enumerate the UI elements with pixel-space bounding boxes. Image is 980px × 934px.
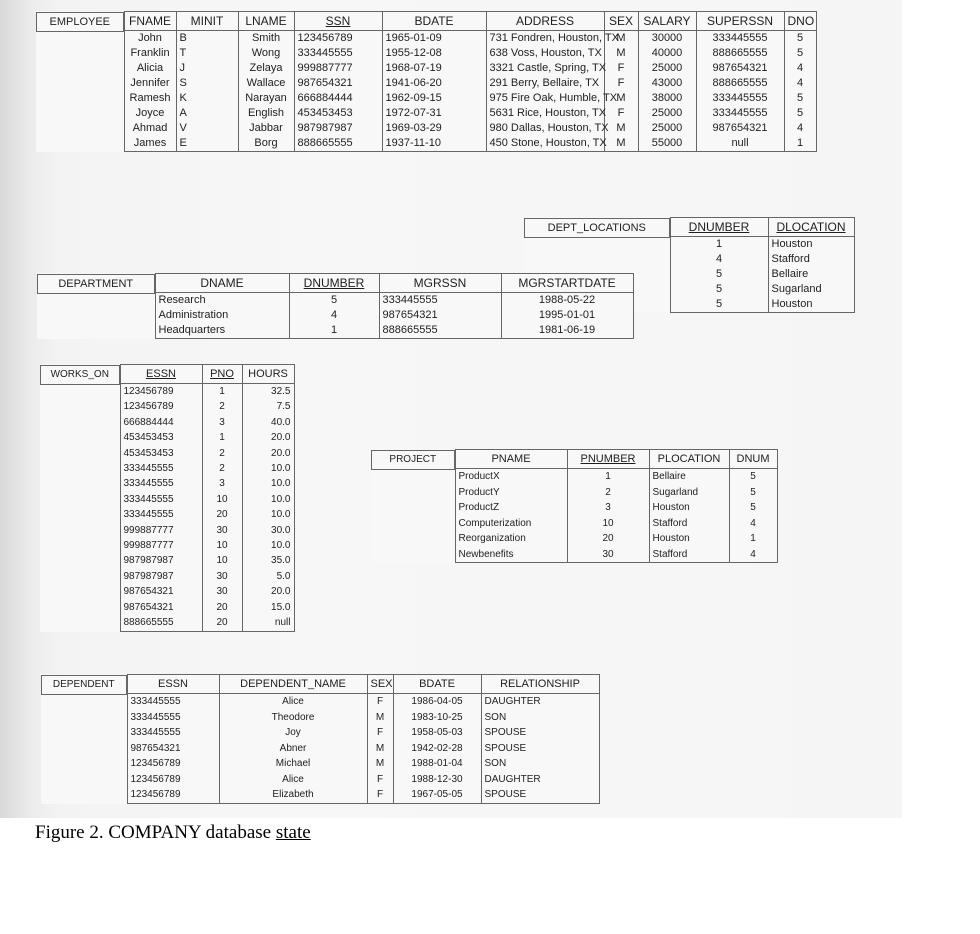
employee-cell: 333445555 <box>696 91 784 106</box>
works-on-cell: 453453453 <box>120 446 202 461</box>
department-cell: Headquarters <box>155 323 289 339</box>
works-on-cell: 333445555 <box>120 461 202 476</box>
table-row <box>36 121 816 136</box>
column-header-dnumber: DNUMBER <box>670 218 768 237</box>
table-name: DEPARTMENT <box>37 274 155 294</box>
table-row <box>36 61 816 76</box>
works-on-cell: 123456789 <box>120 399 202 414</box>
dependent-cell: 1988-12-30 <box>393 772 481 788</box>
project-cell: Houston <box>649 500 729 516</box>
works-on-cell: 999887777 <box>120 538 202 553</box>
works-on-cell: 20 <box>202 615 242 631</box>
dependent-cell: M <box>367 710 393 726</box>
works-on-cell: 987654321 <box>120 584 202 599</box>
table-row <box>36 106 816 121</box>
project-cell: 4 <box>729 516 777 532</box>
employee-cell: 1937-11-10 <box>382 136 486 152</box>
works-on-cell: 453453453 <box>120 430 202 445</box>
works-on-cell: 2 <box>202 446 242 461</box>
project-cell: 30 <box>567 547 649 563</box>
employee-cell: S <box>176 76 238 91</box>
table-row <box>36 76 816 91</box>
works-on-cell: 3 <box>202 476 242 491</box>
department-cell: 1981-06-19 <box>501 323 633 339</box>
employee-cell: Wallace <box>238 76 294 91</box>
dept-locations-cell: 4 <box>670 252 768 267</box>
employee-cell: 1965-01-09 <box>382 31 486 47</box>
employee-cell: John <box>124 31 176 47</box>
employee-cell: 5 <box>784 31 816 47</box>
employee-cell: 1962-09-15 <box>382 91 486 106</box>
column-header-address: ADDRESS <box>486 12 604 31</box>
works-on-cell: 888665555 <box>120 615 202 631</box>
employee-cell: 4 <box>784 76 816 91</box>
dept-locations-cell: Sugarland <box>768 282 854 297</box>
employee-cell: Joyce <box>124 106 176 121</box>
dependent-table <box>41 674 600 804</box>
employee-cell: Ramesh <box>124 91 176 106</box>
works-on-cell: 7.5 <box>242 399 294 414</box>
department-cell: 1 <box>289 323 379 339</box>
table-name: PROJECT <box>371 450 455 470</box>
column-header-essn: ESSN <box>120 365 202 384</box>
column-header-dnumber: DNUMBER <box>289 274 379 293</box>
dependent-cell: Michael <box>219 756 367 772</box>
dependent-cell: SPOUSE <box>481 741 599 757</box>
works-on-cell: 987654321 <box>120 600 202 615</box>
dependent-cell: 1988-01-04 <box>393 756 481 772</box>
employee-cell: 987654321 <box>696 121 784 136</box>
employee-cell: 453453453 <box>294 106 382 121</box>
department-cell: 5 <box>289 293 379 309</box>
works-on-cell: 2 <box>202 461 242 476</box>
employee-cell: Ahmad <box>124 121 176 136</box>
employee-cell: 5 <box>784 91 816 106</box>
employee-cell: 975 Fire Oak, Humble, TX <box>486 91 604 106</box>
works-on-cell: 10 <box>202 492 242 507</box>
project-cell: 5 <box>729 469 777 485</box>
dependent-cell: SON <box>481 710 599 726</box>
employee-cell: 1941-06-20 <box>382 76 486 91</box>
works-on-cell: 987987987 <box>120 553 202 568</box>
department-cell: 1995-01-01 <box>501 308 633 323</box>
table-name: DEPT_LOCATIONS <box>524 218 670 238</box>
department-cell: 4 <box>289 308 379 323</box>
project-cell: 10 <box>567 516 649 532</box>
employee-cell: 333445555 <box>696 106 784 121</box>
project-cell: 1 <box>729 531 777 547</box>
employee-cell: 25000 <box>638 106 696 121</box>
dependent-cell: 333445555 <box>127 694 219 710</box>
works-on-cell: 999887777 <box>120 523 202 538</box>
dependent-cell: 333445555 <box>127 725 219 741</box>
column-header-minit: MINIT <box>176 12 238 31</box>
dependent-cell: Elizabeth <box>219 787 367 803</box>
column-header-mgrssn: MGRSSN <box>379 274 501 293</box>
header-row <box>37 274 633 293</box>
employee-cell: F <box>604 106 638 121</box>
dependent-cell: Theodore <box>219 710 367 726</box>
column-header-pnumber: PNUMBER <box>567 450 649 469</box>
header-row <box>36 12 816 31</box>
employee-cell: 888665555 <box>696 46 784 61</box>
project-cell: Reorganization <box>455 531 567 547</box>
dependent-cell: 123456789 <box>127 756 219 772</box>
employee-cell: M <box>604 121 638 136</box>
dependent-cell: Alice <box>219 772 367 788</box>
figure-caption <box>35 822 311 844</box>
dependent-cell: 987654321 <box>127 741 219 757</box>
project-cell: Houston <box>649 531 729 547</box>
employee-cell: 980 Dallas, Houston, TX <box>486 121 604 136</box>
employee-cell: 40000 <box>638 46 696 61</box>
works-on-cell: 333445555 <box>120 476 202 491</box>
works-on-cell: 20 <box>202 600 242 615</box>
employee-cell: 30000 <box>638 31 696 47</box>
employee-cell: T <box>176 46 238 61</box>
employee-cell: 987987987 <box>294 121 382 136</box>
works-on-cell: 15.0 <box>242 600 294 615</box>
employee-cell: 1 <box>784 136 816 152</box>
dependent-cell: 123456789 <box>127 787 219 803</box>
employee-cell: Jabbar <box>238 121 294 136</box>
dependent-cell: 123456789 <box>127 772 219 788</box>
works-on-cell: null <box>242 615 294 631</box>
project-cell: Sugarland <box>649 485 729 501</box>
column-header-dname: DNAME <box>155 274 289 293</box>
dependent-cell: F <box>367 725 393 741</box>
employee-cell: 43000 <box>638 76 696 91</box>
dependent-cell: F <box>367 694 393 710</box>
works-on-cell: 20.0 <box>242 430 294 445</box>
works-on-cell: 10 <box>202 538 242 553</box>
column-header-relationship: RELATIONSHIP <box>481 675 599 694</box>
dept-locations-cell: Houston <box>768 297 854 313</box>
dependent-cell: SPOUSE <box>481 725 599 741</box>
employee-cell: 888665555 <box>696 76 784 91</box>
column-header-pno: PNO <box>202 365 242 384</box>
employee-cell: 4 <box>784 121 816 136</box>
dependent-cell: Alice <box>219 694 367 710</box>
works-on-cell: 333445555 <box>120 492 202 507</box>
employee-cell: 888665555 <box>294 136 382 152</box>
works-on-cell: 1 <box>202 430 242 445</box>
employee-cell: Borg <box>238 136 294 152</box>
dependent-cell: Joy <box>219 725 367 741</box>
employee-cell: M <box>604 31 638 47</box>
department-cell: Research <box>155 293 289 309</box>
dependent-cell: 1958-05-03 <box>393 725 481 741</box>
dept-locations-cell: 5 <box>670 267 768 282</box>
employee-cell: 3321 Castle, Spring, TX <box>486 61 604 76</box>
works-on-cell: 30.0 <box>242 523 294 538</box>
column-header-fname: FNAME <box>124 12 176 31</box>
works-on-cell: 35.0 <box>242 553 294 568</box>
works-on-cell: 2 <box>202 399 242 414</box>
works-on-cell: 333445555 <box>120 507 202 522</box>
table-name: EMPLOYEE <box>36 12 124 32</box>
works-on-cell: 5.0 <box>242 569 294 584</box>
works-on-cell: 987987987 <box>120 569 202 584</box>
column-header-essn: ESSN <box>127 675 219 694</box>
works-on-cell: 20.0 <box>242 584 294 599</box>
works-on-cell: 20.0 <box>242 446 294 461</box>
dependent-cell: 333445555 <box>127 710 219 726</box>
project-cell: 20 <box>567 531 649 547</box>
employee-cell: 987654321 <box>696 61 784 76</box>
employee-cell: English <box>238 106 294 121</box>
employee-cell: 450 Stone, Houston, TX <box>486 136 604 152</box>
dept-locations-cell: 5 <box>670 297 768 313</box>
dependent-cell: DAUGHTER <box>481 694 599 710</box>
project-cell: 4 <box>729 547 777 563</box>
dependent-cell: M <box>367 756 393 772</box>
works-on-table <box>40 364 295 632</box>
employee-cell: Franklin <box>124 46 176 61</box>
employee-cell: 5 <box>784 106 816 121</box>
project-cell: 2 <box>567 485 649 501</box>
dependent-cell: 1986-04-05 <box>393 694 481 710</box>
project-cell: Computerization <box>455 516 567 532</box>
works-on-cell: 10.0 <box>242 538 294 553</box>
employee-cell: Narayan <box>238 91 294 106</box>
employee-cell: 5631 Rice, Houston, TX <box>486 106 604 121</box>
employee-cell: 25000 <box>638 61 696 76</box>
header-row <box>524 218 854 237</box>
works-on-cell: 10 <box>202 553 242 568</box>
caption-underlined-word: state <box>275 822 311 843</box>
employee-cell: Wong <box>238 46 294 61</box>
works-on-cell: 10.0 <box>242 461 294 476</box>
column-header-bdate: BDATE <box>382 12 486 31</box>
employee-cell: V <box>176 121 238 136</box>
column-header-pname: PNAME <box>455 450 567 469</box>
works-on-cell: 10.0 <box>242 492 294 507</box>
department-cell: 987654321 <box>379 308 501 323</box>
works-on-cell: 123456789 <box>120 384 202 400</box>
project-cell: 5 <box>729 485 777 501</box>
department-cell: Administration <box>155 308 289 323</box>
table-row <box>36 136 816 152</box>
dependent-cell: DAUGHTER <box>481 772 599 788</box>
dependent-cell: SPOUSE <box>481 787 599 803</box>
employee-cell: J <box>176 61 238 76</box>
employee-cell: F <box>604 76 638 91</box>
table-name: DEPENDENT <box>41 675 127 695</box>
employee-cell: 731 Fondren, Houston, TX <box>486 31 604 47</box>
works-on-cell: 32.5 <box>242 384 294 400</box>
employee-cell: F <box>604 61 638 76</box>
column-header-dependent-name: DEPENDENT_NAME <box>219 675 367 694</box>
project-cell: Stafford <box>649 516 729 532</box>
dept-locations-cell: 5 <box>670 282 768 297</box>
employee-cell: 987654321 <box>294 76 382 91</box>
department-cell: 1988-05-22 <box>501 293 633 309</box>
employee-cell: 999887777 <box>294 61 382 76</box>
column-header-dno: DNO <box>784 12 816 31</box>
employee-cell: 1969-03-29 <box>382 121 486 136</box>
employee-cell: M <box>604 91 638 106</box>
employee-cell: 666884444 <box>294 91 382 106</box>
dept-locations-cell: 1 <box>670 237 768 253</box>
dependent-cell: SON <box>481 756 599 772</box>
works-on-cell: 20 <box>202 507 242 522</box>
dept-locations-cell: Bellaire <box>768 267 854 282</box>
dependent-cell: F <box>367 772 393 788</box>
project-cell: 5 <box>729 500 777 516</box>
dependent-cell: Abner <box>219 741 367 757</box>
employee-cell: 638 Voss, Houston, TX <box>486 46 604 61</box>
caption-text: Figure 2. COMPANY database <box>35 822 276 843</box>
works-on-cell: 30 <box>202 523 242 538</box>
works-on-cell: 10.0 <box>242 507 294 522</box>
project-cell: Bellaire <box>649 469 729 485</box>
header-row <box>371 450 777 469</box>
employee-cell: Jennifer <box>124 76 176 91</box>
dependent-cell: 1983-10-25 <box>393 710 481 726</box>
employee-cell: Zelaya <box>238 61 294 76</box>
project-cell: ProductX <box>455 469 567 485</box>
employee-cell: null <box>696 136 784 152</box>
table-name: WORKS_ON <box>40 365 120 385</box>
works-on-cell: 1 <box>202 384 242 400</box>
department-cell: 333445555 <box>379 293 501 309</box>
dept-locations-cell: Houston <box>768 237 854 253</box>
header-row <box>40 365 294 384</box>
employee-cell: 123456789 <box>294 31 382 47</box>
column-header-bdate: BDATE <box>393 675 481 694</box>
employee-cell: Smith <box>238 31 294 47</box>
table-row <box>36 31 816 47</box>
employee-cell: 55000 <box>638 136 696 152</box>
employee-cell: James <box>124 136 176 152</box>
dependent-cell: 1967-05-05 <box>393 787 481 803</box>
column-header-mgrstartdate: MGRSTARTDATE <box>501 274 633 293</box>
header-row <box>41 675 599 694</box>
table-row <box>36 46 816 61</box>
employee-cell: 333445555 <box>696 31 784 47</box>
table-row <box>36 91 816 106</box>
column-header-hours: HOURS <box>242 365 294 384</box>
works-on-cell: 10.0 <box>242 476 294 491</box>
employee-cell: 1972-07-31 <box>382 106 486 121</box>
employee-cell: 1968-07-19 <box>382 61 486 76</box>
employee-cell: 38000 <box>638 91 696 106</box>
column-header-lname: LNAME <box>238 12 294 31</box>
project-cell: 3 <box>567 500 649 516</box>
employee-cell: 25000 <box>638 121 696 136</box>
employee-cell: 1955-12-08 <box>382 46 486 61</box>
column-header-ssn: SSN <box>294 12 382 31</box>
project-cell: 1 <box>567 469 649 485</box>
works-on-cell: 40.0 <box>242 415 294 430</box>
employee-cell: K <box>176 91 238 106</box>
project-cell: Newbenefits <box>455 547 567 563</box>
department-cell: 888665555 <box>379 323 501 339</box>
employee-cell: 4 <box>784 61 816 76</box>
employee-cell: 291 Berry, Bellaire, TX <box>486 76 604 91</box>
project-cell: ProductZ <box>455 500 567 516</box>
employee-cell: 5 <box>784 46 816 61</box>
employee-cell: B <box>176 31 238 47</box>
works-on-cell: 30 <box>202 584 242 599</box>
employee-cell: A <box>176 106 238 121</box>
works-on-cell: 3 <box>202 415 242 430</box>
dependent-cell: M <box>367 741 393 757</box>
dependent-cell: 1942-02-28 <box>393 741 481 757</box>
employee-cell: M <box>604 136 638 152</box>
column-header-superssn: SUPERSSN <box>696 12 784 31</box>
employee-cell: Alicia <box>124 61 176 76</box>
employee-cell: E <box>176 136 238 152</box>
project-table <box>371 449 778 563</box>
column-header-dlocation: DLOCATION <box>768 218 854 237</box>
dependent-cell: F <box>367 787 393 803</box>
employee-cell: 333445555 <box>294 46 382 61</box>
column-header-sex: SEX <box>367 675 393 694</box>
column-header-plocation: PLOCATION <box>649 450 729 469</box>
department-table <box>37 273 634 339</box>
works-on-cell: 30 <box>202 569 242 584</box>
column-header-salary: SALARY <box>638 12 696 31</box>
column-header-sex: SEX <box>604 12 638 31</box>
project-cell: ProductY <box>455 485 567 501</box>
works-on-cell: 666884444 <box>120 415 202 430</box>
project-cell: Stafford <box>649 547 729 563</box>
employee-table <box>36 11 817 152</box>
employee-cell: M <box>604 46 638 61</box>
column-header-dnum: DNUM <box>729 450 777 469</box>
dept-locations-cell: Stafford <box>768 252 854 267</box>
